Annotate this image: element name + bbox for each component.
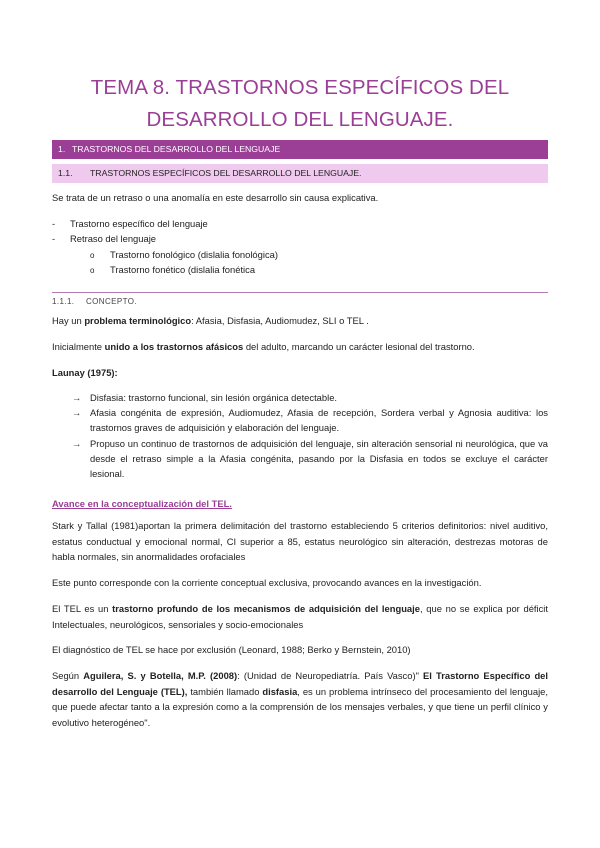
bold-text: unido a los trastornos afásicos xyxy=(104,341,244,352)
sub-list-item-text: Trastorno fonético (dislalia fonética xyxy=(110,264,256,275)
paragraph-conceptual: Este punto corresponde con la corriente conceptual exclusiva, provocando avances en la investigación. xyxy=(52,577,482,588)
bold-text: El Trastorno Específico del desarrollo del Lenguaje (TEL), xyxy=(52,670,548,697)
arrow-list-item-text: Propuso un continuo de trastornos de adquisición del lenguaje, sin alteración sensorial ni neurológica, que va desde el retraso simple a la Afasia congénita, pasando por la Disfasia en todos se excluye el carácter lesional. xyxy=(90,438,548,480)
page-title xyxy=(52,72,548,136)
text: , que no se explica por déficit Intelectuales, neurológicos, sensoriales y socio-emocionales xyxy=(52,603,548,630)
paragraph-diagnosis: El diagnóstico de TEL se hace por exclusión (Leonard, 1988; Berko y Bernstein, 2010) xyxy=(52,644,411,655)
arrow-list-item xyxy=(52,390,548,405)
text: del adulto, marcando un carácter lesional del trastorno. xyxy=(243,341,475,352)
paragraph-tel-definition xyxy=(52,601,548,632)
bold-text: Aguilera, S. y Botella, M.P. (2008) xyxy=(83,670,238,681)
text: El TEL es un xyxy=(52,603,113,614)
arrow-list-item xyxy=(52,405,548,435)
text: Inicialmente xyxy=(52,341,105,352)
list-item-text: Trastorno específico del lenguaje xyxy=(70,218,208,229)
circle-bullet-marker: o xyxy=(90,251,95,260)
text: Hay un xyxy=(52,315,85,326)
text: Según xyxy=(52,670,84,681)
bold-text: problema terminológico xyxy=(84,315,192,326)
arrow-list-item-text: Afasia congénita de expresión, Audiomudez, Afasia de recepción, Sordera verbal y Agnosia auditiva: los trastornos graves de adquisición y elaboración del lenguaje. xyxy=(90,407,548,434)
section-1-number: 1. xyxy=(58,144,66,154)
dash-marker: - xyxy=(52,233,56,244)
section-1-1-heading xyxy=(52,164,548,183)
section-divider xyxy=(52,292,548,293)
paragraph-terminology xyxy=(52,313,548,329)
section-1-heading xyxy=(52,140,548,159)
circle-bullet-marker: o xyxy=(90,266,95,275)
arrow-list-item-text: Disfasia: trastorno funcional, sin lesión orgánica detectable. xyxy=(90,392,338,403)
arrow-icon: → xyxy=(72,407,82,418)
text: , es un problema intrínseco del procesamiento del lenguaje, que puede afectar tanto a la expresión como a la comprensión de los mensajes verbales, y que tiene un perfil clínico y evolutivo heterogéneo". xyxy=(52,685,548,728)
launay-heading: Launay (1975): xyxy=(52,367,118,378)
paragraph-stark-tallal: Stark y Tallal (1981)aportan la primera delimitación del trastorno estableciendo 5 criterios definitorios: nivel auditivo, estatus conductual y emocional normal, CI superior a 85, estatus neurológico sin alteración, destrezas motoras de habla normales, sin anormalidades orofaciales xyxy=(52,520,548,562)
bold-text: trastorno profundo de los mecanismos de adquisición del lenguaje xyxy=(112,603,420,614)
section-1-1-number: 1.1. xyxy=(58,168,73,178)
arrow-icon: → xyxy=(72,438,82,449)
text: : Afasia, Disfasia, Audiomudez, SLI o TEL . xyxy=(191,315,369,326)
intro-paragraph: Se trata de un retraso o una anomalía en este desarrollo sin causa explicativa. xyxy=(52,192,379,203)
bold-text: disfasia xyxy=(262,685,298,697)
paragraph-aguilera xyxy=(52,668,548,730)
section-1-1-1-label: CONCEPTO. xyxy=(86,297,138,306)
paragraph-initially xyxy=(52,339,548,355)
list-item-text: Retraso del lenguaje xyxy=(70,233,156,244)
section-1-label: TRASTORNOS DEL DESARROLLO DEL LENGUAJE xyxy=(72,144,281,154)
conceptualization-link[interactable]: Avance en la conceptualización del TEL. xyxy=(52,498,232,509)
dash-marker: - xyxy=(52,218,56,229)
arrow-icon: → xyxy=(72,392,82,403)
sub-list-item xyxy=(90,262,255,278)
title-line-1: TEMA 8. TRASTORNOS ESPECÍFICOS DEL xyxy=(90,76,510,99)
section-1-1-label: TRASTORNOS ESPECÍFICOS DEL DESARROLLO DEL LENGUAJE. xyxy=(90,168,362,178)
section-1-1-1-number: 1.1.1. xyxy=(52,297,75,306)
title-line-2: DESARROLLO DEL LENGUAJE. xyxy=(146,108,454,131)
list-item xyxy=(52,231,156,246)
section-1-1-1-heading xyxy=(52,296,137,308)
list-item xyxy=(52,216,208,231)
arrow-list-item xyxy=(52,436,548,482)
text: también llamado xyxy=(187,685,263,697)
sub-list-item xyxy=(90,247,278,263)
sub-list-item-text: Trastorno fonológico (dislalia fonológica) xyxy=(110,249,278,260)
text: : (Unidad de Neuropediatría. País Vasco)" xyxy=(237,670,419,681)
